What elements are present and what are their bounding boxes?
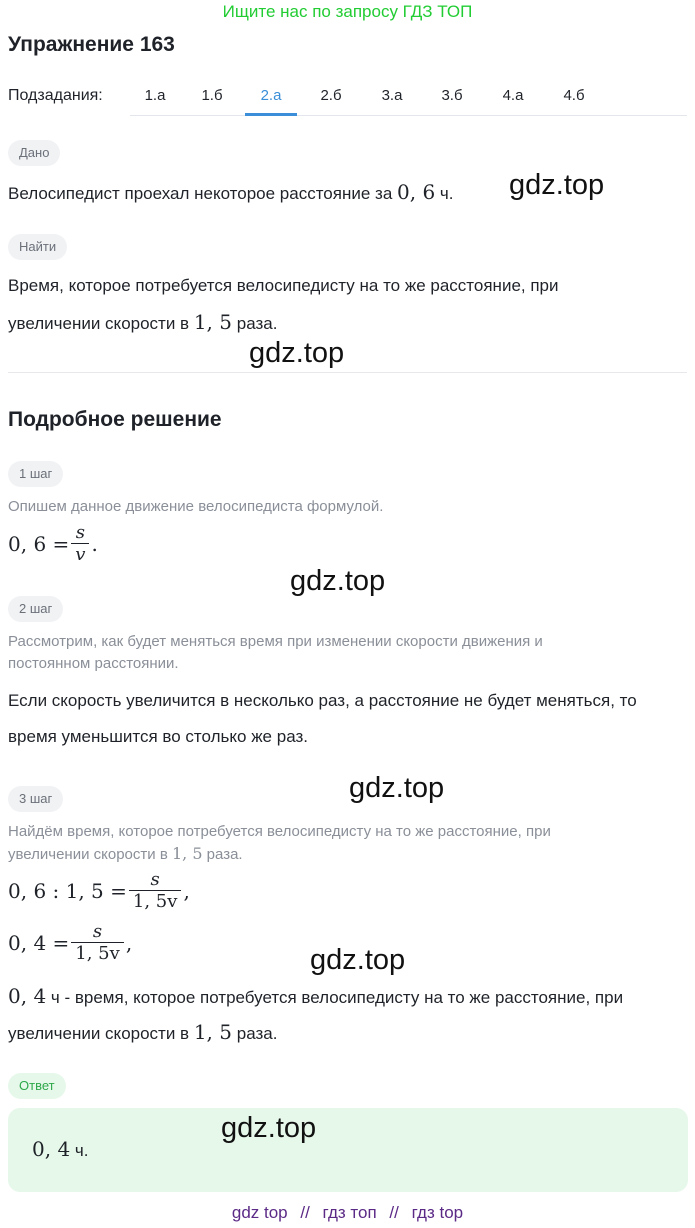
result-value: 0, 4 — [8, 984, 47, 1008]
answer-value: 0, 4 — [32, 1137, 71, 1161]
fraction — [129, 870, 182, 913]
tab-4a[interactable]: 4.а — [502, 87, 524, 104]
step-3-result-1 — [8, 979, 623, 1015]
tab-3b[interactable]: 3.б — [441, 87, 463, 104]
find-value: 1, 5 — [193, 310, 232, 334]
given-sentence: Велосипедист проехал некоторое расстояние за — [8, 184, 393, 203]
step-2-text-2: время уменьшится во столько же раз. — [8, 727, 308, 746]
result-line-2-post: раза. — [236, 1024, 278, 1043]
tab-2a[interactable]: 2.а — [260, 87, 282, 104]
tab-1b[interactable]: 1.б — [201, 87, 223, 104]
watermark: gdz.top — [249, 337, 345, 369]
footer-links — [0, 1203, 695, 1223]
step-3-hint-2-pre: увеличении скорости в — [8, 846, 168, 863]
subtasks-label: Подзадания: — [8, 87, 103, 104]
fraction-numerator: s — [92, 920, 103, 942]
watermark: gdz.top — [310, 944, 406, 976]
footer-link-2[interactable]: гдз топ — [322, 1203, 377, 1222]
watermark: gdz.top — [349, 772, 445, 804]
step-2-hint-1: Рассмотрим, как будет меняться время при изменении скорости движения и — [8, 633, 543, 650]
tabs-divider — [130, 115, 687, 116]
formula-end: , — [125, 931, 133, 955]
step-1-formula — [8, 520, 98, 568]
find-pill: Найти — [8, 234, 67, 260]
answer-text — [32, 1137, 89, 1161]
find-line-2-pre: увеличении скорости в — [8, 314, 190, 333]
formula-end: . — [91, 532, 98, 556]
result-text: ч - время, которое потребуется велосипедисту на то же расстояние, при — [50, 988, 624, 1007]
formula-left: 0, 4 = — [8, 931, 70, 955]
answer-unit: ч. — [74, 1141, 89, 1160]
page-title: Упражнение 163 — [8, 33, 175, 56]
formula-left: 0, 6 : 1, 5 = — [8, 879, 127, 903]
step-2-pill: 2 шаг — [8, 596, 63, 622]
given-unit: ч. — [439, 184, 454, 203]
watermark: gdz.top — [509, 169, 605, 201]
active-tab-indicator — [245, 113, 297, 116]
fraction-numerator: s — [75, 521, 85, 543]
step-3-hint-value: 1, 5 — [171, 844, 203, 863]
step-2-text-1: Если скорость увеличится в несколько раз, а расстояние не будет меняться, то — [8, 691, 637, 710]
step-3-formula-1 — [8, 866, 190, 916]
fraction — [71, 922, 124, 965]
step-3-formula-2 — [8, 918, 132, 968]
step-3-hint-2 — [8, 843, 243, 866]
step-1-pill: 1 шаг — [8, 461, 63, 487]
answer-box — [8, 1108, 688, 1192]
step-3-pill: 3 шаг — [8, 786, 63, 812]
step-1-hint: Опишем данное движение велосипедиста формулой. — [8, 498, 384, 515]
answer-pill: Ответ — [8, 1073, 66, 1099]
given-pill: Дано — [8, 140, 60, 166]
formula-left: 0, 6 = — [8, 532, 70, 556]
tab-4b[interactable]: 4.б — [563, 87, 585, 104]
footer-link-1[interactable]: gdz top — [231, 1203, 288, 1222]
watermark: gdz.top — [221, 1112, 317, 1144]
find-line-2 — [8, 305, 277, 341]
step-3-result-2 — [8, 1015, 277, 1051]
fraction-numerator: s — [150, 868, 160, 890]
find-line-2-post: раза. — [236, 314, 278, 333]
section-divider — [8, 372, 687, 373]
given-value: 0, 6 — [397, 180, 436, 204]
footer-separator: // — [300, 1203, 310, 1222]
step-3-hint-1: Найдём время, которое потребуется велосипедисту на то же расстояние, при — [8, 823, 551, 840]
fraction-denominator: v — [75, 543, 86, 565]
result-line-2-value: 1, 5 — [193, 1020, 232, 1044]
result-line-2-pre: увеличении скорости в — [8, 1024, 190, 1043]
tab-2b[interactable]: 2.б — [320, 87, 342, 104]
search-hint-banner: Ищите нас по запросу ГДЗ ТОП — [222, 2, 473, 21]
fraction-denominator: 1, 5v — [132, 890, 178, 912]
footer-separator: // — [389, 1203, 399, 1222]
step-3-hint-2-post: раза. — [206, 846, 243, 863]
watermark: gdz.top — [290, 565, 386, 597]
given-text — [8, 175, 454, 211]
solution-heading: Подробное решение — [8, 408, 222, 431]
tab-3a[interactable]: 3.а — [381, 87, 403, 104]
fraction — [71, 523, 89, 566]
footer-link-3[interactable]: гдз top — [411, 1203, 464, 1222]
find-line-1: Время, которое потребуется велосипедисту на то же расстояние, при — [8, 276, 559, 295]
formula-end: , — [183, 879, 190, 903]
step-2-hint-2: постоянном расстоянии. — [8, 655, 179, 672]
tab-1a[interactable]: 1.а — [144, 87, 166, 104]
fraction-denominator: 1, 5v — [75, 942, 120, 964]
